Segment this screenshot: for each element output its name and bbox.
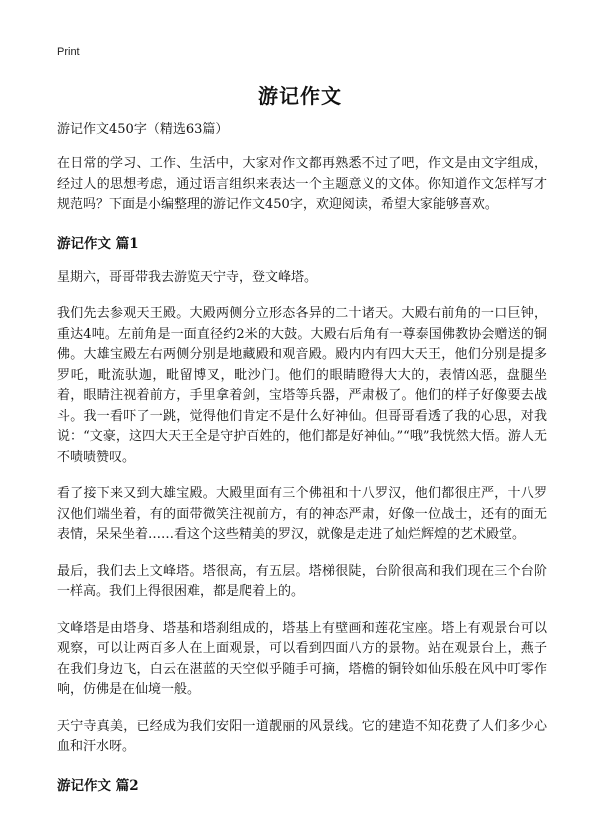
print-link[interactable]: Print (57, 46, 80, 58)
article-body (57, 120, 547, 810)
section-1-paragraph-3: 看了接下来又到大雄宝殿。大殿里面有三个佛祖和十八罗汉，他们都很庄严，十八罗汉他们端坐着，有的面带微笑注视前方，有的神态严肃，好像一位战士，还有的面无表情，呆呆坐着……看这个这些精美的罗汉，就像是走进了灿烂辉煌的艺术殿堂。 (57, 486, 547, 542)
section-heading-1: 游记作文 篇1 (57, 235, 139, 252)
section-1-paragraph-1: 星期六，哥哥带我去游览天宁寺，登文峰塔。 (57, 269, 318, 285)
section-heading-2: 游记作文 篇2 (57, 777, 139, 794)
intro-paragraph: 在日常的学习、工作、生活中，大家对作文都再熟悉不过了吧，作文是由文字组成，经过人的思想考虑，通过语言组织来表达一个主题意义的文体。你知道作文怎样写才规范吗？下面是小编整理的游记作文450字，欢迎阅读，希望大家能够喜欢。 (57, 156, 547, 212)
section-1-paragraph-5: 文峰塔是由塔身、塔基和塔刹组成的，塔基上有壁画和莲花宝座。塔上有观景台可以观察，可以让两百多人在上面观景，可以看到四面八方的景物。站在观景台上，燕子在我们身边飞，白云在湛蓝的天空似乎随手可摘，塔檐的铜铃如仙乐般在风中叮零作响，仿佛是在仙境一般。 (57, 620, 547, 697)
section-1-paragraph-6: 天宁寺真美，已经成为我们安阳一道靓丽的风景线。它的建造不知花费了人们多少心血和汗水呀。 (57, 718, 547, 754)
section-1-paragraph-4: 最后，我们去上文峰塔。塔很高，有五层。塔梯很陡，台阶很高和我们现在三个台阶一样高。我们上得很困难，都是爬着上的。 (57, 563, 547, 599)
article-subtitle: 游记作文450字（精选63篇） (57, 122, 229, 137)
section-1-paragraph-2: 我们先去参观天王殿。大殿两侧分立形态各异的二十诸天。大殿右前角的一口巨钟，重达4吨。左前角是一面直径约2米的大鼓。大殿右后角有一尊泰国佛教协会赠送的铜佛。大雄宝殿左右两侧分别是地藏殿和观音殿。殿内内有四大天王，他们分别是提多罗吒，毗流驮迦，毗留博叉，毗沙门。他们的眼睛瞪得大大的，表情凶恶，盘腿坐着，眼睛注视着前方，手里拿着剑，宝塔等兵器，严肃极了。他们的样子好像要去战斗。我一看吓了一跳，觉得他们肯定不是什么好神仙。但哥哥看透了我的心思，对我说：“文豪，这四大天王全是守护百姓的，他们都是好神仙。”“哦”我恍然大悟。游人无不啧啧赞叹。 (57, 306, 547, 465)
page-title: 游记作文 (258, 84, 342, 108)
